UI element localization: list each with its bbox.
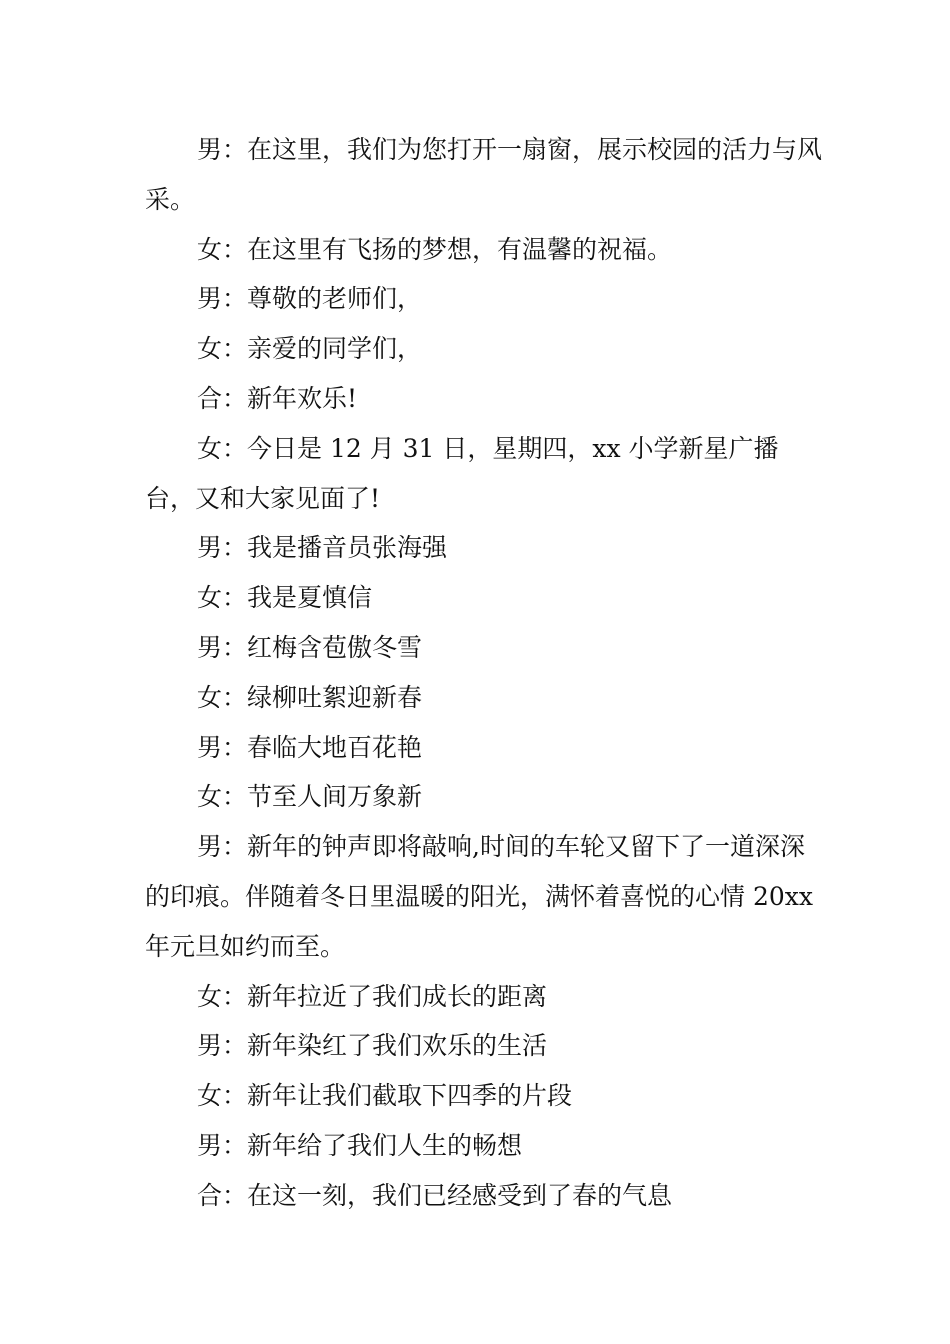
- paragraph: 男：新年给了我们人生的畅想: [197, 1130, 523, 1160]
- paragraph: 男：我是播音员张海强: [197, 533, 448, 563]
- document-body: [145, 125, 825, 1221]
- paragraph: 男：春临大地百花艳: [197, 732, 423, 762]
- paragraph: 女：新年拉近了我们成长的距离: [197, 981, 548, 1011]
- paragraph: 女：新年让我们截取下四季的片段: [197, 1081, 573, 1111]
- paragraph: 男：尊敬的老师们，: [197, 284, 423, 314]
- paragraph: 女：在这里有飞扬的梦想，有温馨的祝福。: [197, 234, 673, 264]
- paragraph: 合：新年欢乐!: [197, 383, 358, 413]
- paragraph: 男：在这里，我们为您打开一扇窗，展示校园的活力与风采。: [145, 135, 823, 214]
- paragraph: 女：绿柳吐絮迎新春: [197, 682, 423, 712]
- paragraph: 女：亲爱的同学们，: [197, 334, 423, 364]
- paragraph: 合：在这一刻，我们已经感受到了春的气息: [197, 1180, 673, 1210]
- paragraph: 女：节至人间万象新: [197, 782, 423, 812]
- paragraph: 男：新年的钟声即将敲响,时间的车轮又留下了一道深深的印痕。伴随着冬日里温暖的阳光，满怀着喜悦的心情 20xx 年元旦如约而至。: [145, 832, 821, 961]
- paragraph: 男：新年染红了我们欢乐的生活: [197, 1031, 548, 1061]
- paragraph: 男：红梅含苞傲冬雪: [197, 632, 423, 662]
- paragraph: 女：我是夏慎信: [197, 583, 373, 613]
- paragraph: 女：今日是 12 月 31 日，星期四，xx 小学新星广播台，又和大家见面了!: [145, 433, 779, 513]
